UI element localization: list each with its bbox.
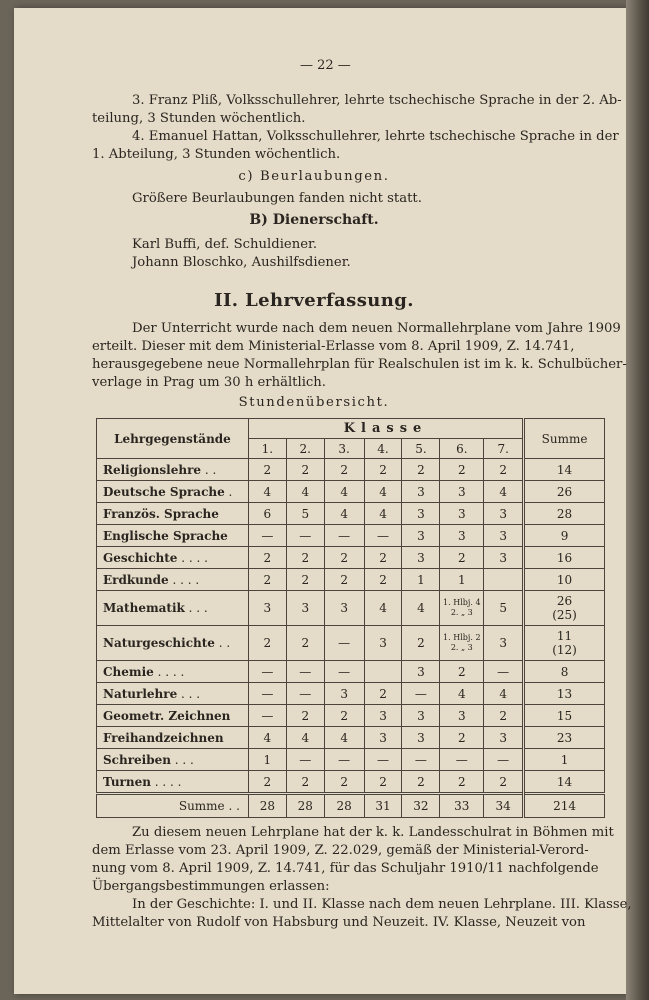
sum-cell: 26 xyxy=(524,481,605,503)
subject-cell xyxy=(97,771,249,794)
class-header-1: 1. xyxy=(248,439,286,459)
hours-cell: — xyxy=(484,661,524,683)
sum-cell-part: 11 xyxy=(556,629,573,643)
hours-cell: 2 xyxy=(484,459,524,481)
hours-cell: — xyxy=(248,661,286,683)
sum-cell: 14 xyxy=(524,459,605,481)
hours-cell: — xyxy=(286,661,324,683)
hours-cell: 3 xyxy=(440,705,484,727)
hours-cell: 2 xyxy=(402,771,440,794)
hours-cell: 4 xyxy=(364,481,402,503)
leave-heading: c) Beurlaubungen. xyxy=(238,169,390,184)
hours-cell: 2 xyxy=(364,683,402,705)
hours-cell: — xyxy=(324,661,364,683)
total-row xyxy=(97,794,605,818)
subject-cell xyxy=(97,705,249,727)
hours-cell: 1 xyxy=(440,569,484,591)
hours-cell: — xyxy=(324,525,364,547)
hours-cell: 3 xyxy=(324,591,364,626)
para-line: erteilt. Dieser mit dem Ministerial-Erlasse vom 8. April 1909, Z. 14.741, xyxy=(92,339,575,354)
class-header-4: 4. xyxy=(364,439,402,459)
hours-cell: — xyxy=(286,525,324,547)
closing-text xyxy=(92,824,632,932)
hours-cell: 3 xyxy=(484,547,524,569)
hours-cell: 4 xyxy=(324,727,364,749)
sum-cell: 14 xyxy=(524,771,605,794)
table-row xyxy=(97,749,605,771)
total-cell: 32 xyxy=(402,794,440,818)
hours-cell: 2 xyxy=(248,459,286,481)
subject-name: Turnen xyxy=(103,774,151,789)
hours-cell xyxy=(484,569,524,591)
subject-dots: . . . . xyxy=(153,664,185,679)
hours-cell: 4 xyxy=(364,591,402,626)
hours-cell: 3 xyxy=(402,705,440,727)
subject-dots: . . . . xyxy=(177,550,208,565)
hours-cell: 2 xyxy=(324,459,364,481)
subject-dots: . . . . xyxy=(168,572,200,587)
hours-cell: 2 xyxy=(324,547,364,569)
hours-cell: 4 xyxy=(402,591,440,626)
class-header-6: 6. xyxy=(440,439,484,459)
total-cell: 34 xyxy=(484,794,524,818)
table-row xyxy=(97,661,605,683)
subject-name: Naturlehre xyxy=(103,686,178,701)
hours-cell: 2 xyxy=(248,569,286,591)
hours-cell: 3 xyxy=(484,727,524,749)
hours-cell: — xyxy=(440,749,484,771)
hours-table xyxy=(96,418,605,818)
hours-cell: 2 xyxy=(286,771,324,794)
hours-cell: 3 xyxy=(484,626,524,661)
subject-name: Erdkunde xyxy=(103,572,169,587)
hours-cell xyxy=(364,661,402,683)
hours-cell: 2 xyxy=(286,459,324,481)
sum-cell: 28 xyxy=(524,503,605,525)
hours-cell: 4 xyxy=(484,683,524,705)
hours-cell: 2 xyxy=(248,626,286,661)
subject-cell xyxy=(97,591,249,626)
subject-cell xyxy=(97,626,249,661)
hours-cell: 4 xyxy=(286,481,324,503)
hours-cell: 2 xyxy=(324,705,364,727)
subject-cell xyxy=(97,727,249,749)
hours-cell: 2 xyxy=(402,459,440,481)
teacher-list xyxy=(92,92,622,164)
total-cell: 28 xyxy=(324,794,364,818)
subject-dots: . . . xyxy=(184,601,208,615)
hours-cell: — xyxy=(364,749,402,771)
staff-item: Karl Buffi, def. Schuldiener. xyxy=(132,237,318,252)
para-line: Der Unterricht wurde nach dem neuen Normallehrplane vom Jahre 1909 xyxy=(132,321,621,336)
hours-cell xyxy=(440,591,484,626)
klasse-header: Klasse xyxy=(248,419,523,439)
hours-cell: 3 xyxy=(402,525,440,547)
hours-cell: 3 xyxy=(324,683,364,705)
subject-name: Chemie xyxy=(103,664,154,679)
subject-dots: . . . xyxy=(170,752,194,767)
hours-cell: 2 xyxy=(440,661,484,683)
closing-line: Mittelalter von Rudolf von Habsburg und Neuzeit. IV. Klasse, Neuzeit von xyxy=(92,915,586,930)
sum-cell: 8 xyxy=(524,661,605,683)
sum-cell xyxy=(524,626,605,661)
hours-cell: 3 xyxy=(402,661,440,683)
subject-dots: . xyxy=(224,484,233,499)
sum-cell-part: (12) xyxy=(552,643,577,657)
hours-cell: 1 xyxy=(402,569,440,591)
hours-cell: 3 xyxy=(364,705,402,727)
subject-name: Englische Sprache xyxy=(103,528,228,543)
table-row xyxy=(97,683,605,705)
hours-cell: 2 xyxy=(364,771,402,794)
closing-line: Zu diesem neuen Lehrplane hat der k. k. Landesschulrat in Böhmen mit xyxy=(132,825,614,840)
table-row xyxy=(97,626,605,661)
sum-header: Summe xyxy=(524,419,605,459)
hours-cell: 3 xyxy=(364,626,402,661)
hours-cell: 2 xyxy=(324,569,364,591)
subject-cell xyxy=(97,661,249,683)
hours-cell: 3 xyxy=(402,503,440,525)
hours-cell: 2 xyxy=(364,547,402,569)
hours-cell: — xyxy=(248,683,286,705)
hours-cell: 4 xyxy=(440,683,484,705)
hours-cell: 3 xyxy=(440,481,484,503)
closing-line: nung vom 8. April 1909, Z. 14.741, für das Schuljahr 1910/11 nachfolgende xyxy=(92,861,599,876)
hours-cell: 3 xyxy=(484,503,524,525)
table-row xyxy=(97,481,605,503)
subject-name: Naturgeschichte xyxy=(103,636,215,650)
closing-line: In der Geschichte: I. und II. Klasse nach dem neuen Lehrplane. III. Klasse, xyxy=(132,897,632,912)
staff-item: Johann Bloschko, Aushilfsdiener. xyxy=(132,255,351,270)
grand-total-cell: 214 xyxy=(524,794,605,818)
hours-cell: 5 xyxy=(484,591,524,626)
hours-cell xyxy=(440,626,484,661)
subject-dots: . . . . xyxy=(150,774,182,789)
hours-cell: — xyxy=(286,683,324,705)
table-title: Stundenübersicht. xyxy=(238,395,390,410)
hours-cell-part: 1. Hlbj. 4 xyxy=(443,598,481,607)
subject-dots: . . xyxy=(201,462,217,477)
hours-cell: 2 xyxy=(286,705,324,727)
total-label: Summe . . xyxy=(97,794,249,818)
hours-cell: — xyxy=(402,749,440,771)
subject-name: Geometr. Zeichnen xyxy=(103,708,231,723)
subject-cell xyxy=(97,525,249,547)
class-header-7: 7. xyxy=(484,439,524,459)
hours-cell: 4 xyxy=(324,503,364,525)
hours-cell: 5 xyxy=(286,503,324,525)
hours-cell: 4 xyxy=(286,727,324,749)
hours-cell: 2 xyxy=(364,459,402,481)
sum-cell: 1 xyxy=(524,749,605,771)
hours-cell: 3 xyxy=(364,727,402,749)
subject-name: Deutsche Sprache xyxy=(103,484,225,499)
hours-cell: 2 xyxy=(248,771,286,794)
hours-cell: — xyxy=(484,749,524,771)
class-header-3: 3. xyxy=(324,439,364,459)
sum-cell: 23 xyxy=(524,727,605,749)
sum-cell: 13 xyxy=(524,683,605,705)
subject-name: Freihandzeichnen xyxy=(103,730,224,745)
closing-line: dem Erlasse vom 23. April 1909, Z. 22.029, gemäß der Ministerial-Verord- xyxy=(92,843,589,858)
sum-cell: 16 xyxy=(524,547,605,569)
hours-cell: 2 xyxy=(440,771,484,794)
table-row xyxy=(97,459,605,481)
hours-cell: 2 xyxy=(440,547,484,569)
staff-list xyxy=(132,236,351,272)
class-header-2: 2. xyxy=(286,439,324,459)
section-title: II. Lehrverfassung. xyxy=(214,290,414,311)
table-body xyxy=(97,459,605,818)
hours-cell: 3 xyxy=(484,525,524,547)
hours-cell: 3 xyxy=(402,547,440,569)
hours-cell: 2 xyxy=(402,626,440,661)
hours-cell: — xyxy=(248,705,286,727)
hours-cell: 4 xyxy=(248,727,286,749)
teacher-3-line2: teilung, 3 Stunden wöchentlich. xyxy=(92,111,306,126)
table-row xyxy=(97,727,605,749)
hours-cell-part: 2. „ 3 xyxy=(450,608,473,617)
section-paragraph xyxy=(92,320,627,392)
hours-cell: 2 xyxy=(286,547,324,569)
subject-cell xyxy=(97,459,249,481)
hours-cell: 4 xyxy=(364,503,402,525)
hours-cell: — xyxy=(286,749,324,771)
sum-cell xyxy=(524,591,605,626)
hours-cell: — xyxy=(402,683,440,705)
total-cell: 31 xyxy=(364,794,402,818)
hours-cell: 4 xyxy=(248,481,286,503)
subject-cell xyxy=(97,481,249,503)
subject-cell xyxy=(97,683,249,705)
closing-line: Übergangsbestimmungen erlassen: xyxy=(92,879,330,894)
table-row xyxy=(97,503,605,525)
hours-cell: 3 xyxy=(402,481,440,503)
subject-name: Geschichte xyxy=(103,550,178,565)
hours-cell: 4 xyxy=(324,481,364,503)
hours-cell: 3 xyxy=(402,727,440,749)
hours-cell: 1 xyxy=(248,749,286,771)
hours-cell: 2 xyxy=(286,569,324,591)
hours-cell: 2 xyxy=(484,771,524,794)
sum-cell: 10 xyxy=(524,569,605,591)
subject-cell xyxy=(97,547,249,569)
hours-cell: 2 xyxy=(364,569,402,591)
hours-cell: 2 xyxy=(248,547,286,569)
subject-dots: . . . xyxy=(177,686,201,701)
hours-cell: 2 xyxy=(286,626,324,661)
sum-cell-part: 26 xyxy=(556,594,573,608)
teacher-4-line1: 4. Emanuel Hattan, Volksschullehrer, lehrte tschechische Sprache in der xyxy=(132,129,619,144)
hours-cell: 6 xyxy=(248,503,286,525)
hours-cell: — xyxy=(324,749,364,771)
leave-text: Größere Beurlaubungen fanden nicht statt. xyxy=(132,191,422,206)
staff-heading: B) Dienerschaft. xyxy=(249,212,379,228)
hours-cell-part: 2. „ 3 xyxy=(450,643,473,652)
subject-dots: . . xyxy=(214,636,231,650)
total-cell: 28 xyxy=(286,794,324,818)
table-row xyxy=(97,525,605,547)
hours-cell-part: 1. Hlbj. 2 xyxy=(443,633,481,642)
hours-cell: 2 xyxy=(440,459,484,481)
subject-name: Religionslehre xyxy=(103,462,202,477)
page-number: — 22 — xyxy=(300,58,351,73)
table-row xyxy=(97,591,605,626)
subject-cell xyxy=(97,569,249,591)
hours-cell: 3 xyxy=(440,525,484,547)
hours-cell: 2 xyxy=(324,771,364,794)
teacher-3-line1: 3. Franz Pliß, Volksschullehrer, lehrte tschechische Sprache in der 2. Ab- xyxy=(132,93,622,108)
subject-cell xyxy=(97,503,249,525)
subject-name: Mathematik xyxy=(103,601,185,615)
para-line: herausgegebene neue Normallehrplan für Realschulen ist im k. k. Schulbücher- xyxy=(92,357,627,372)
total-cell: 28 xyxy=(248,794,286,818)
hours-cell: 2 xyxy=(484,705,524,727)
hours-cell: — xyxy=(324,626,364,661)
hours-cell: 3 xyxy=(286,591,324,626)
para-line: verlage in Prag um 30 h erhältlich. xyxy=(92,375,326,390)
class-header-5: 5. xyxy=(402,439,440,459)
hours-cell: — xyxy=(364,525,402,547)
table-row xyxy=(97,771,605,794)
total-cell: 33 xyxy=(440,794,484,818)
subject-cell xyxy=(97,749,249,771)
subject-header: Lehrgegenstände xyxy=(97,419,249,459)
table-row xyxy=(97,705,605,727)
subject-name: Französ. Sprache xyxy=(103,506,219,521)
subject-name: Schreiben xyxy=(103,752,171,767)
table-row xyxy=(97,569,605,591)
sum-cell: 9 xyxy=(524,525,605,547)
hours-cell: 3 xyxy=(440,503,484,525)
hours-cell: 4 xyxy=(484,481,524,503)
sum-cell-part: (25) xyxy=(552,608,577,622)
hours-cell: 2 xyxy=(440,727,484,749)
teacher-4-line2: 1. Abteilung, 3 Stunden wöchentlich. xyxy=(92,147,341,162)
hours-cell: — xyxy=(248,525,286,547)
sum-cell: 15 xyxy=(524,705,605,727)
table-row xyxy=(97,547,605,569)
hours-cell: 3 xyxy=(248,591,286,626)
